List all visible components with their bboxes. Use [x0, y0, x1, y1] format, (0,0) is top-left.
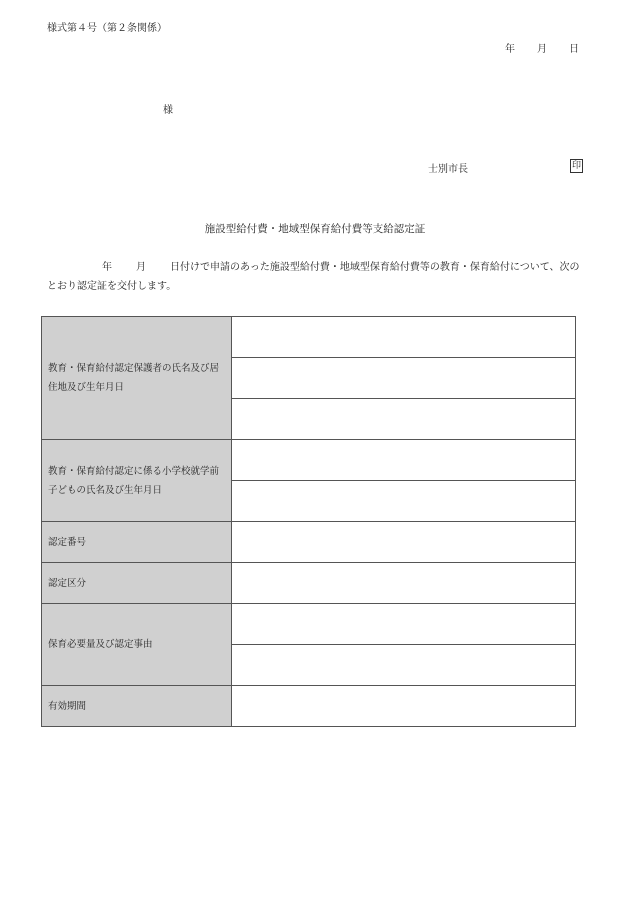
date-line — [505, 40, 579, 55]
table-row — [42, 317, 576, 358]
value-cell — [232, 563, 576, 604]
value-cell — [232, 317, 576, 358]
table-row — [42, 604, 576, 645]
label-guardian-info: 教育・保育給付認定保護者の氏名及び居住地及び生年月日 — [42, 317, 232, 440]
value-cell — [232, 604, 576, 645]
date-day-label: 日 — [569, 44, 579, 55]
date-year-label: 年 — [505, 44, 515, 55]
value-cell — [232, 358, 576, 399]
certificate-table — [41, 316, 576, 727]
addressee-suffix: 様 — [163, 105, 173, 116]
body-year-label: 年 — [102, 262, 112, 273]
label-validity-period: 有効期間 — [42, 686, 232, 727]
value-cell — [232, 522, 576, 563]
table-row — [42, 440, 576, 481]
date-month-label: 月 — [537, 44, 547, 55]
label-certification-category: 認定区分 — [42, 563, 232, 604]
table-row — [42, 563, 576, 604]
table-row — [42, 686, 576, 727]
body-month-label: 月 — [136, 262, 146, 273]
value-cell — [232, 399, 576, 440]
body-paragraph — [47, 258, 587, 296]
value-cell — [232, 645, 576, 686]
issuer-name: 士別市長 — [428, 164, 468, 175]
value-cell — [232, 686, 576, 727]
table-row — [42, 522, 576, 563]
label-child-info: 教育・保育給付認定に係る小学校就学前子どもの氏名及び生年月日 — [42, 440, 232, 522]
value-cell — [232, 440, 576, 481]
document-title: 施設型給付費・地域型保育給付費等支給認定証 — [204, 223, 426, 235]
label-care-hours-reason: 保育必要量及び認定事由 — [42, 604, 232, 686]
body-text: 日付けで申請のあった施設型給付費・地域型保育給付費等の教育・保育給付について、次のとおり認定証を交付します。 — [47, 262, 580, 292]
form-number: 様式第４号（第２条関係） — [47, 23, 167, 34]
seal-mark: 印 — [572, 161, 582, 171]
value-cell — [232, 481, 576, 522]
label-certification-number: 認定番号 — [42, 522, 232, 563]
